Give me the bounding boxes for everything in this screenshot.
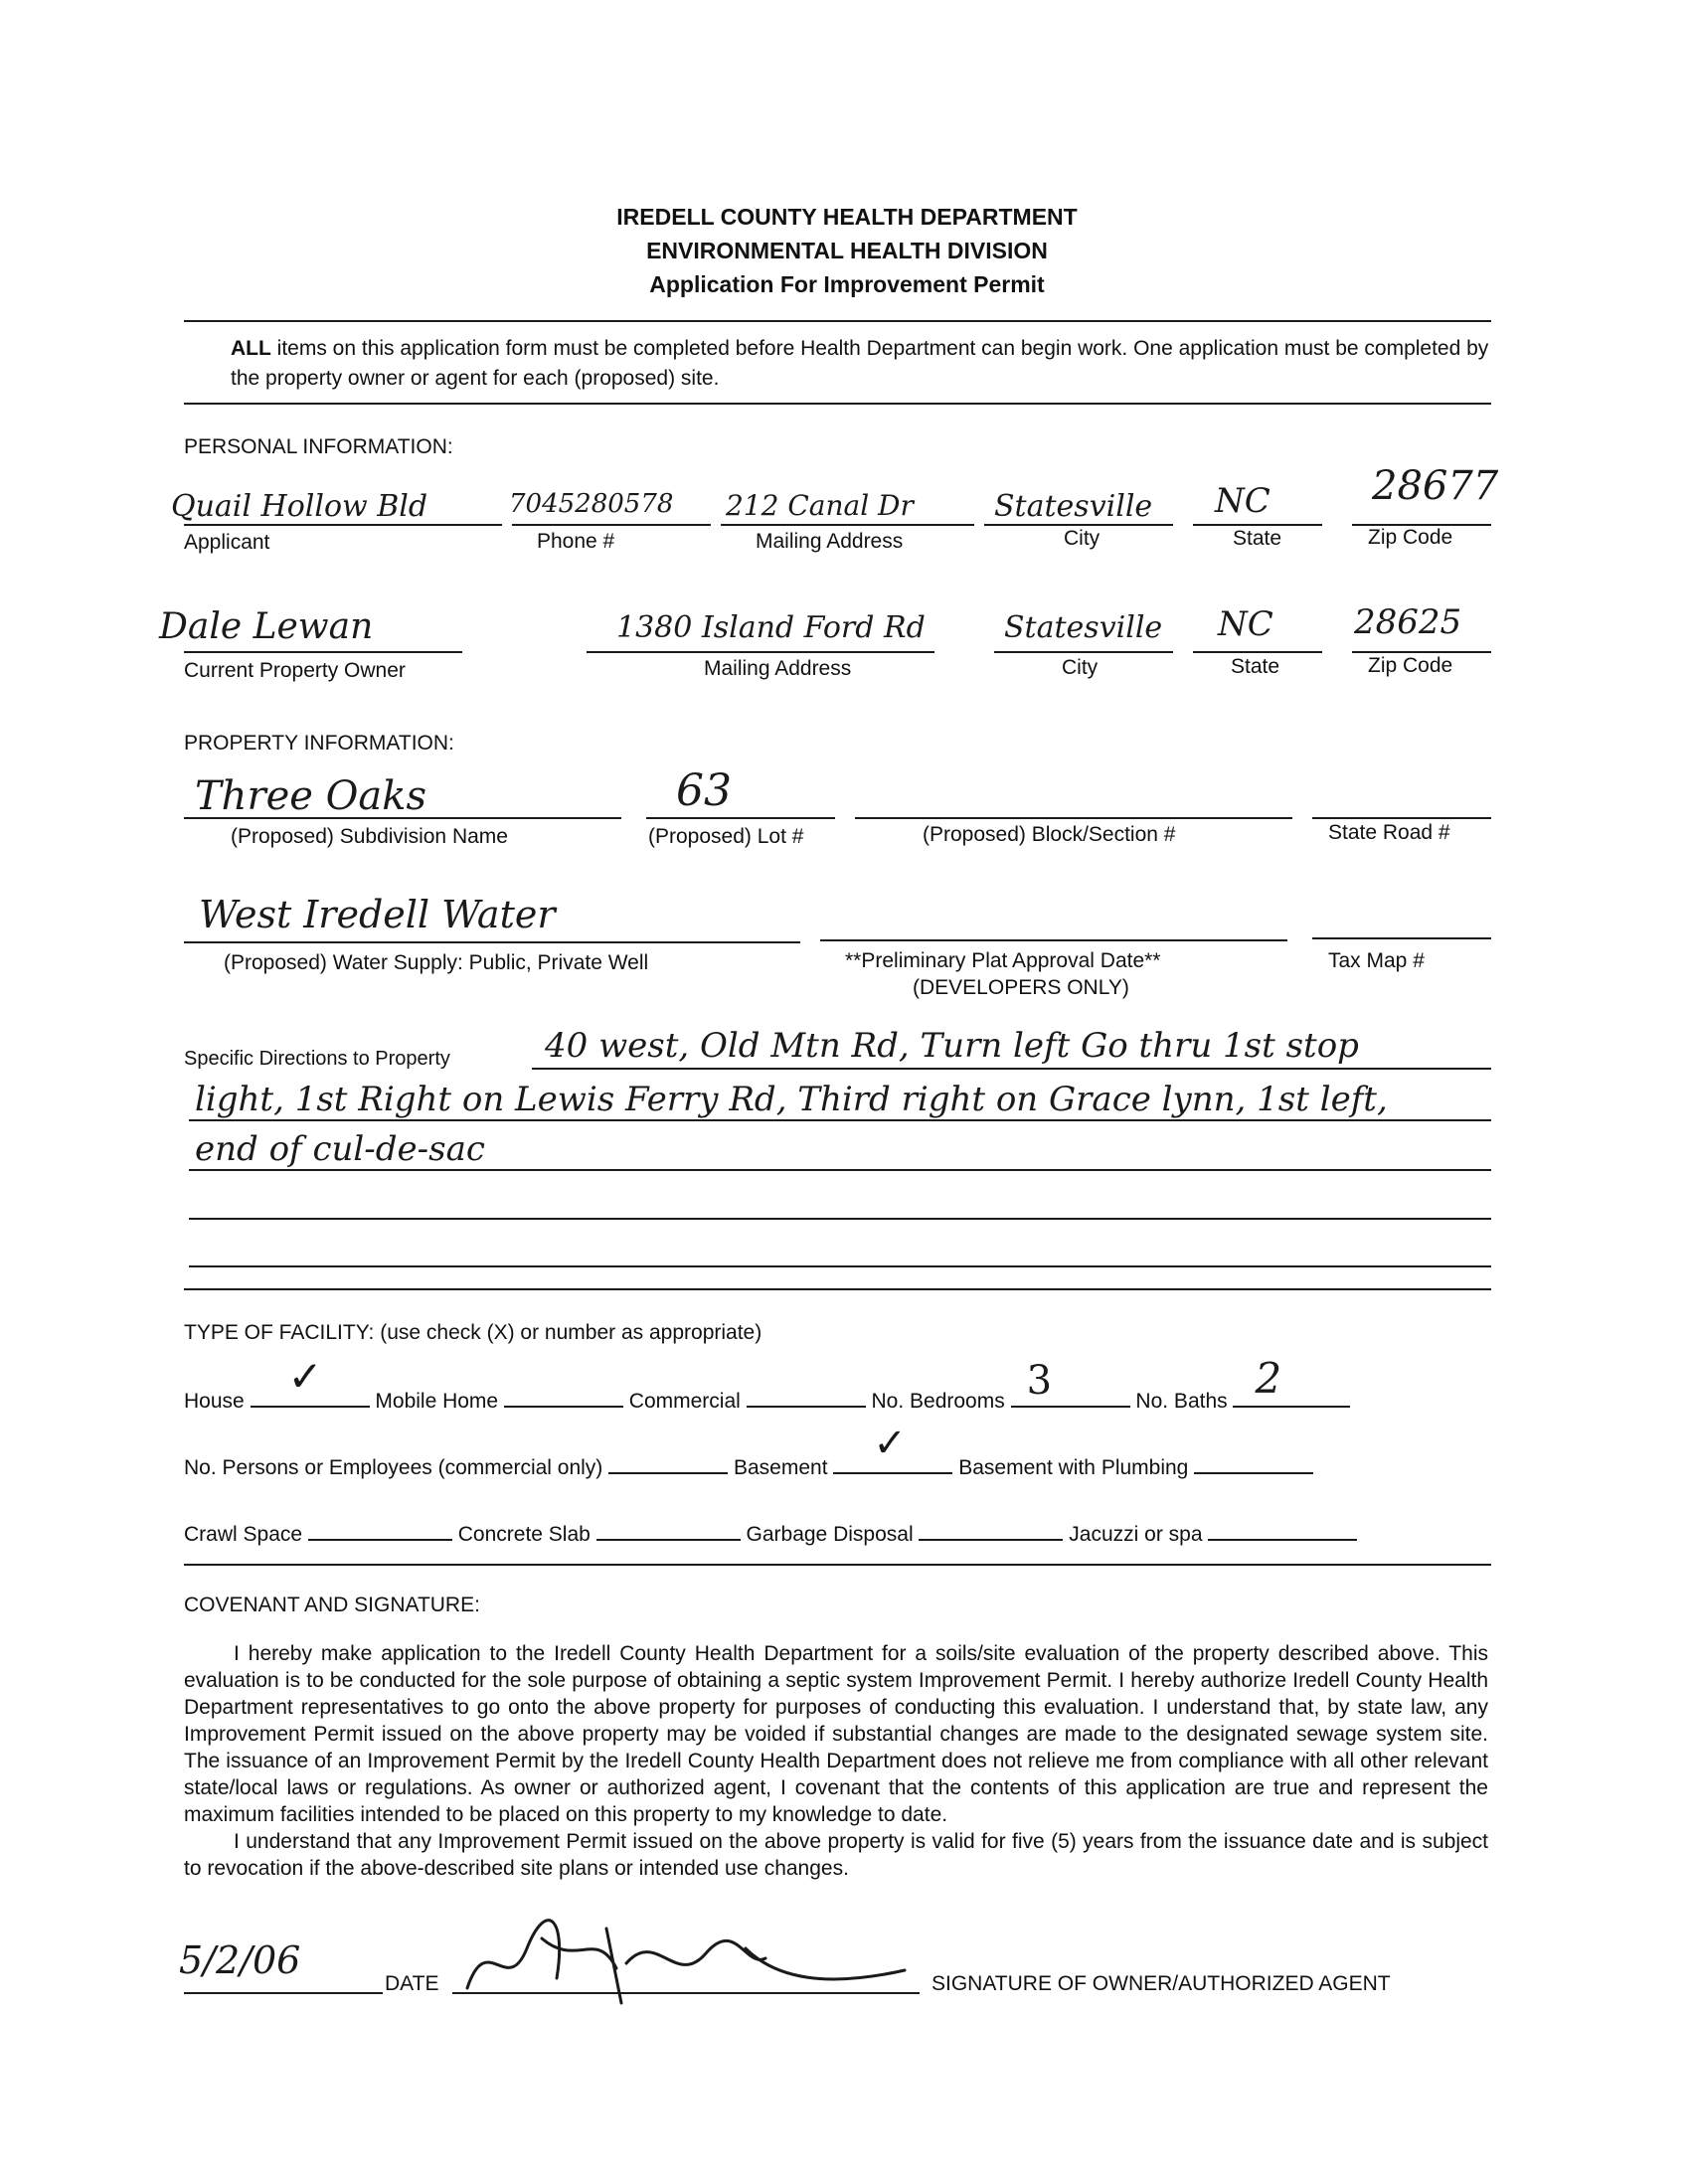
block-line [855, 817, 1292, 819]
directions-line-2 [189, 1119, 1491, 1121]
crawl-space-field [308, 1521, 452, 1541]
facility-row-1 [184, 1352, 1350, 1414]
divider-top [184, 320, 1491, 322]
plat-label: **Preliminary Plat Approval Date** [845, 949, 1161, 972]
basement-plumbing-field [1194, 1454, 1313, 1474]
owner-zip-label: Zip Code [1368, 654, 1453, 677]
signature-line [452, 1992, 920, 1994]
baths-label: No. Baths [1135, 1390, 1228, 1413]
directions-line-3 [189, 1169, 1491, 1171]
owner-zip-value: 28625 [1354, 602, 1462, 642]
house-check-value: ✓ [287, 1352, 323, 1401]
water-value: West Iredell Water [199, 893, 556, 936]
owner-city-label: City [1062, 656, 1099, 679]
owner-city-line [994, 651, 1173, 653]
date-line [184, 1992, 383, 1994]
road-label: State Road # [1328, 821, 1450, 844]
dept-title: IREDELL COUNTY HEALTH DEPARTMENT [616, 204, 1078, 230]
divider-intro [184, 403, 1491, 405]
persons-field [608, 1454, 728, 1474]
state-line [1193, 524, 1322, 526]
owner-address-line [587, 651, 934, 653]
lot-value: 63 [676, 765, 732, 816]
taxmap-line [1312, 937, 1491, 939]
applicant-phone-value: 7045280578 [509, 489, 674, 519]
plat-line [820, 939, 1287, 941]
owner-name-value: Dale Lewan [159, 606, 374, 647]
owner-state-label: State [1231, 655, 1280, 678]
directions-line3-value: end of cul-de-sac [195, 1129, 485, 1169]
owner-line [184, 651, 462, 653]
persons-label: No. Persons or Employees (commercial only) [184, 1456, 603, 1479]
lot-label: (Proposed) Lot # [648, 825, 804, 848]
date-label: DATE [385, 1972, 439, 1995]
owner-address-value: 1380 Island Ford Rd [616, 610, 926, 645]
date-value: 5/2/06 [179, 1938, 301, 1982]
taxmap-label: Tax Map # [1328, 949, 1425, 972]
block-label: (Proposed) Block/Section # [923, 823, 1176, 846]
applicant-line [184, 524, 502, 526]
form-title: Application For Improvement Permit [649, 271, 1045, 297]
baths-value: 2 [1255, 1354, 1282, 1403]
division-title: ENVIRONMENTAL HEALTH DIVISION [646, 238, 1048, 263]
owner-address-label: Mailing Address [704, 657, 852, 680]
owner-state-value: NC [1218, 604, 1273, 644]
subdivision-value: Three Oaks [195, 773, 427, 819]
applicant-name-value: Quail Hollow Bld [171, 489, 428, 524]
plat-developers-label: (DEVELOPERS ONLY) [913, 976, 1129, 999]
city-line [984, 524, 1173, 526]
applicant-zip-value: 28677 [1372, 463, 1499, 509]
covenant-paragraph-1: I hereby make application to the Iredell County Health Department for a soils/site evaluation of the property described above. This evaluation is to be conducted for the sole purpose of obtaining a septic system Improvement Permit. I hereby authorize Iredell County Health Department representatives to go onto the above property for purposes of conducting this evaluation. I understand that, by state law, any Improvement Permit issued on the above property may be voided if substantial changes are made to the designated sewage system site. The issuance of an Improvement Permit by the Iredell County Health Department does not relieve me from compliance with all other relevant state/local laws or regulations. As owner or authorized agent, I covenant that the contents of this application are true and represent the maximum facilities intended to be placed on this property to my knowledge to date. [184, 1642, 1488, 1826]
water-label: (Proposed) Water Supply: Public, Private Well [224, 951, 649, 974]
bedrooms-field [1011, 1358, 1130, 1408]
facility-heading: TYPE OF FACILITY: (use check (X) or number as appropriate) [184, 1321, 762, 1344]
owner-city-value: Statesville [1004, 610, 1163, 645]
basement-check-value: ✓ [873, 1421, 907, 1466]
subdivision-label: (Proposed) Subdivision Name [231, 825, 508, 848]
state-label: State [1233, 527, 1282, 550]
house-field [251, 1352, 370, 1408]
signature-label: SIGNATURE OF OWNER/AUTHORIZED AGENT [932, 1972, 1391, 1995]
garbage-disposal-field [919, 1521, 1063, 1541]
jacuzzi-field [1208, 1521, 1357, 1541]
crawl-space-label: Crawl Space [184, 1523, 303, 1546]
address-line [721, 524, 974, 526]
commercial-label: Commercial [628, 1390, 741, 1413]
covenant-paragraph-2: I understand that any Improvement Permit issued on the above property is valid for five (5) years from the issuance date and is subject to revocation if the above-described site plans or intended use changes. [184, 1830, 1488, 1880]
directions-line-5 [189, 1265, 1491, 1267]
applicant-address-value: 212 Canal Dr [726, 489, 914, 522]
directions-line-4 [189, 1218, 1491, 1220]
baths-field [1233, 1354, 1350, 1408]
applicant-label: Applicant [184, 531, 270, 554]
bedrooms-label: No. Bedrooms [871, 1390, 1005, 1413]
applicant-state-value: NC [1215, 481, 1270, 521]
mobile-home-label: Mobile Home [375, 1390, 499, 1413]
house-label: House [184, 1390, 245, 1413]
phone-line [512, 524, 711, 526]
mailing-address-label: Mailing Address [756, 530, 904, 553]
personal-heading: PERSONAL INFORMATION: [184, 435, 453, 458]
directions-label: Specific Directions to Property [184, 1048, 450, 1070]
water-line [184, 941, 800, 943]
jacuzzi-label: Jacuzzi or spa [1069, 1523, 1203, 1546]
directions-line-1 [532, 1068, 1491, 1070]
bedrooms-value: 3 [1026, 1358, 1053, 1404]
basement-field [833, 1421, 952, 1474]
subdivision-line [184, 817, 621, 819]
owner-label: Current Property Owner [184, 659, 406, 682]
owner-state-line [1193, 651, 1322, 653]
facility-row-2 [184, 1421, 1313, 1480]
mobile-home-field [504, 1388, 623, 1408]
city-label: City [1064, 527, 1101, 550]
zip-label: Zip Code [1368, 526, 1453, 549]
garbage-disposal-label: Garbage Disposal [746, 1523, 914, 1546]
covenant-text [184, 1640, 1488, 1882]
phone-label: Phone # [537, 530, 615, 553]
property-heading: PROPERTY INFORMATION: [184, 732, 454, 755]
directions-line1-value: 40 west, Old Mtn Rd, Turn left Go thru 1st stop [545, 1026, 1359, 1066]
intro-text: ALL items on this application form must be completed before Health Department can begin work. One application must be completed by the property owner or agent for each (proposed) site. [231, 337, 1489, 390]
directions-line2-value: light, 1st Right on Lewis Ferry Rd, Third right on Grace lynn, 1st left, [195, 1080, 1388, 1119]
signature-scribble [447, 1909, 925, 2018]
facility-row-3 [184, 1521, 1357, 1547]
commercial-field [747, 1388, 866, 1408]
lot-line [646, 817, 835, 819]
concrete-slab-field [596, 1521, 741, 1541]
covenant-heading: COVENANT AND SIGNATURE: [184, 1594, 480, 1616]
owner-zip-line [1352, 651, 1491, 653]
divider-facility [184, 1564, 1491, 1566]
concrete-slab-label: Concrete Slab [457, 1523, 591, 1546]
basement-label: Basement [734, 1456, 828, 1479]
basement-plumbing-label: Basement with Plumbing [958, 1456, 1189, 1479]
applicant-city-value: Statesville [994, 489, 1153, 524]
divider-property [184, 1288, 1491, 1290]
road-line [1312, 817, 1491, 819]
